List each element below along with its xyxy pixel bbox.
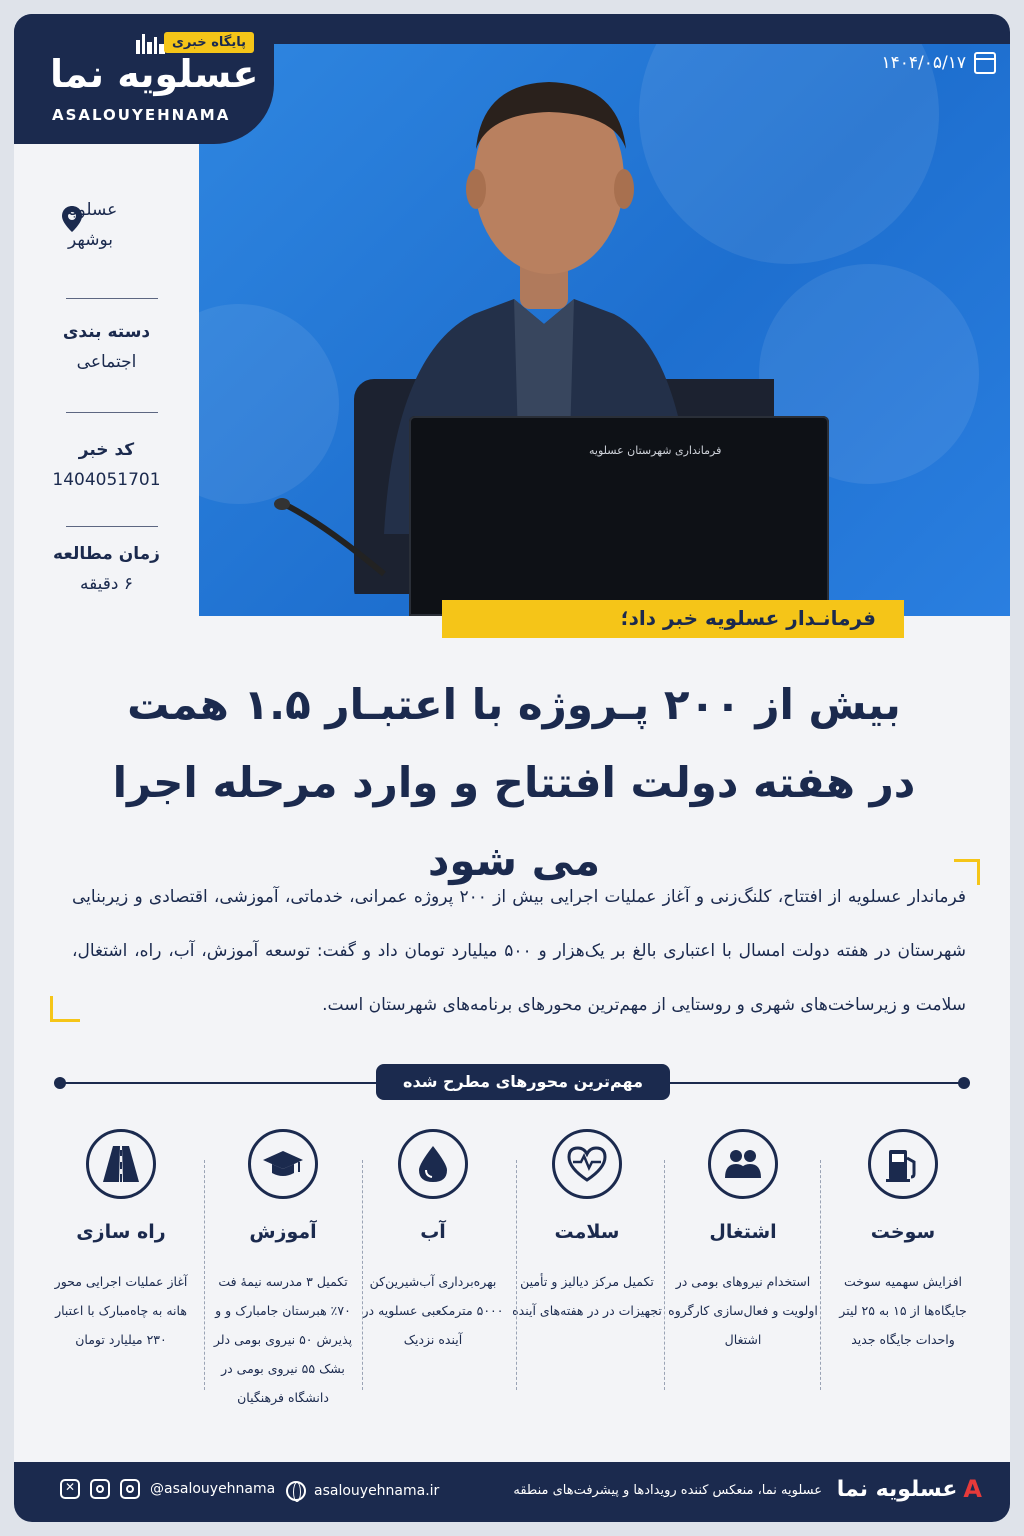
headline-line-2: در هفته دولت افتتاح و وارد مرحله اجرا می شود — [112, 758, 916, 885]
threads-icon[interactable] — [90, 1479, 110, 1499]
feature-title: اشتغال — [709, 1221, 777, 1243]
feature-desc: استخدام نیروهای بومی در اولویت و فعال‌سازی کارگروه اشتغال — [668, 1274, 818, 1347]
feature-desc: تکمیل مرکز دیالیز و تأمین تجهیزات در در هفته‌های آینده — [512, 1274, 662, 1318]
fuel-pump-icon — [868, 1129, 938, 1199]
headline-line-1: بیش از ۲۰۰ پـروژه با اعتبـار ۱.۵ همت — [127, 680, 901, 729]
feature-desc: بهره‌برداری آب‌شیرین‌کن ۵۰۰۰ مترمکعبی عسلویه در آینده نزدیک — [362, 1274, 504, 1347]
news-card — [14, 14, 1010, 1522]
feature-desc: تکمیل ۳ مدرسه نیمۀ فت ۷۰٪ هبرستان جامبارک و و پذیرش ۵۰ نیروی بومی دلر بشک ۵۵ نیروی بومی در دانشگاه فرهنگیان — [213, 1274, 353, 1405]
read-time-label: زمان مطالعه — [53, 544, 160, 564]
brand-name: عسلویه نما — [50, 52, 259, 96]
divider — [66, 412, 158, 413]
footer-slogan: عسلویه نما، منعکس کننده رویدادها و پیشرفت‌های منطقه — [513, 1483, 822, 1498]
feature-fuel — [828, 1129, 978, 1354]
feature-road — [46, 1129, 196, 1354]
category-label: دسته بندی — [62, 322, 151, 342]
feature-title: راه سازی — [76, 1221, 166, 1243]
divider — [204, 1160, 205, 1390]
website-text: asalouyehnama.ir — [314, 1483, 440, 1499]
divider — [66, 526, 158, 527]
footer — [14, 1462, 1010, 1522]
subtitle: فرمانـدار عسلویه خبر داد؛ — [442, 600, 904, 638]
water-drop-icon — [398, 1129, 468, 1199]
lead-paragraph: فرماندار عسلویه از افتتاح، کلنگ‌زنی و آغاز عملیات اجرایی بیش از ۲۰۰ پروژه عمرانی، خدماتی، آموزشی، اقتصادی و زیربنایی شهرستان در هفته دولت امسال با اعتباری بالغ بر یک‌هزار و ۵۰۰ میلیارد تومان داد و گفت: توسعه آموزش، آب، راه، اشتغال، سلامت و زیرساخت‌های شهری و روستایی از مهم‌ترین محورهای برنامه‌های شهرستان است. — [72, 887, 967, 1015]
x-twitter-icon[interactable] — [60, 1479, 80, 1499]
location-city: عسلویه — [63, 200, 118, 220]
social-links — [60, 1479, 275, 1499]
brand-tag: پایگاه خبری — [164, 32, 254, 53]
brand-latin: ASALOUYEHNAMA — [52, 106, 231, 124]
section-title: مهم‌ترین محورهای مطرح شده — [376, 1064, 670, 1100]
read-time-value: ۶ دقیقه — [79, 574, 134, 594]
social-handle[interactable]: @asalouyehnama — [150, 1481, 276, 1497]
date-text: ۱۴۰۴/۰۵/۱۷ — [881, 53, 966, 73]
heart-pulse-icon — [552, 1129, 622, 1199]
laptop-emblem: فرمانداری شهرستان عسلویه — [589, 444, 722, 457]
feature-title: آموزش — [249, 1221, 317, 1243]
globe-icon — [286, 1481, 306, 1501]
calendar-icon — [974, 52, 996, 74]
website-link[interactable] — [286, 1481, 439, 1501]
divider — [820, 1160, 821, 1390]
instagram-icon[interactable] — [120, 1479, 140, 1499]
brand-logo — [14, 14, 274, 144]
laptop — [409, 416, 829, 616]
divider — [516, 1160, 517, 1390]
footer-logo[interactable] — [837, 1475, 982, 1503]
users-icon — [708, 1129, 778, 1199]
feature-title: سلامت — [554, 1221, 620, 1243]
graduation-cap-icon — [248, 1129, 318, 1199]
feature-education — [208, 1129, 358, 1412]
divider — [664, 1160, 665, 1390]
rule-dot — [54, 1077, 66, 1089]
info-sidebar — [14, 144, 199, 614]
headline — [74, 666, 954, 900]
publish-date — [881, 52, 996, 74]
footer-logo-text: عسلویه نما — [836, 1476, 958, 1502]
road-icon — [86, 1129, 156, 1199]
feature-desc: آغاز عملیات اجرایی محور هانه به چاه‌مبارک با اعتبار ۲۳۰ میلیارد تومان — [54, 1274, 188, 1347]
rule-dot — [958, 1077, 970, 1089]
news-code-block — [14, 440, 199, 490]
location-block — [14, 200, 199, 250]
category-value: اجتماعی — [76, 352, 137, 372]
news-code-value: 1404051701 — [52, 470, 161, 490]
news-code-label: کد خبر — [78, 440, 135, 460]
quote-bracket — [50, 996, 80, 1022]
feature-employment — [668, 1129, 818, 1354]
location-province: بوشهر — [68, 230, 113, 250]
logo-mark-icon: A — [963, 1475, 982, 1503]
category-block — [14, 322, 199, 372]
feature-water — [358, 1129, 508, 1354]
divider — [362, 1160, 363, 1390]
divider — [66, 298, 158, 299]
feature-title: سوخت — [870, 1221, 936, 1243]
read-time-block — [14, 544, 199, 594]
feature-health — [512, 1129, 662, 1325]
feature-desc: افزایش سهمیه سوخت جایگاه‌ها از ۱۵ به ۲۵ لیتر واحدات جایگاه جدید — [839, 1274, 967, 1347]
feature-title: آب — [420, 1221, 446, 1243]
